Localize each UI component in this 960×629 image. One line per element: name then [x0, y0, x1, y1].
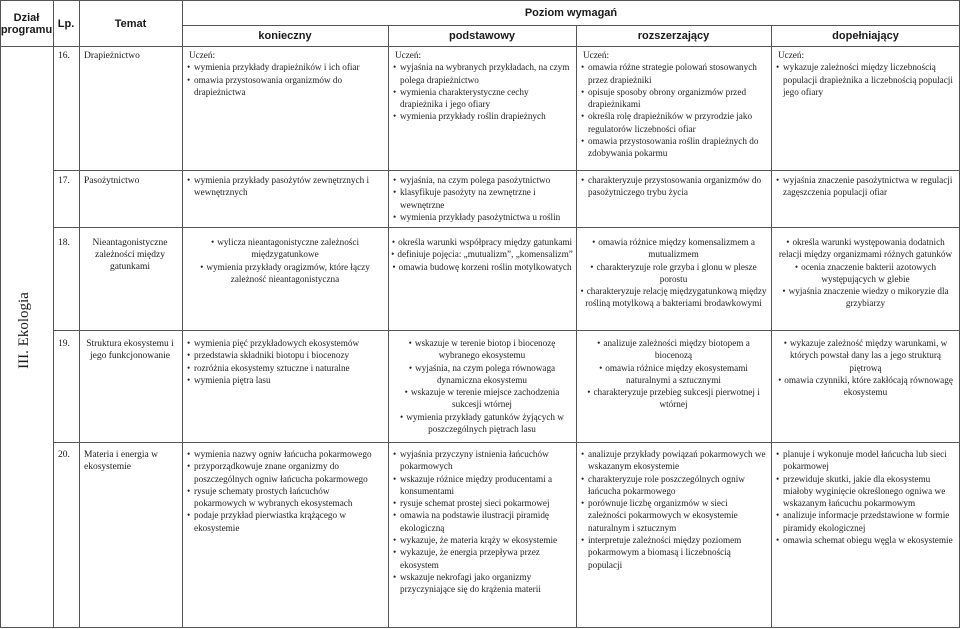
header-level-dopelniajacy: dopełniający: [832, 29, 899, 42]
list-item: • wymienia przykłady roślin drapieżnych: [393, 110, 571, 122]
grid-line: [0, 627, 960, 628]
grid-line: [0, 46, 960, 47]
list-item: • określa warunki występowania dodatnich relacji między organizmami różnych gatunków: [774, 236, 957, 261]
list-item: • charakteryzuje role poszczególnych ogniw łańcucha pokarmowego: [581, 473, 766, 498]
grid-line: [79, 0, 80, 628]
row-topic: Drapieżnictwo: [84, 51, 140, 61]
list-item: • określa rolę drapieżników w przyrodzie jako regulatorów liczebności ofiar: [581, 110, 766, 135]
list-item: • wymienia nazwy ogniw łańcucha pokarmowego: [187, 448, 383, 460]
requirement-cell-rozszerzajacy: [581, 448, 766, 571]
list-item: • porównuje liczbę organizmów w sieci zależności pokarmowych w ekosystemie naturalnym i sztucznym: [581, 497, 766, 534]
list-item: • omawia przystosowania roślin drapieżnych do zdobywania pokarmu: [581, 135, 766, 160]
list-item: • wymienia przykłady gatunków żyjących w poszczególnych piętrach lasu: [391, 411, 573, 436]
header-lp: Lp.: [57, 17, 75, 30]
row-topic: Pasożytnictwo: [84, 176, 140, 186]
requirement-cell-konieczny: [187, 174, 383, 199]
list-item: • wylicza nieantagonistyczne zależności międzygatunkowe: [186, 236, 384, 261]
grid-line: [388, 25, 389, 628]
requirement-cell-konieczny: [187, 49, 383, 98]
row-number: 19.: [58, 339, 70, 349]
requirement-cell-podstawowy: [391, 337, 573, 435]
grid-line: [53, 170, 960, 171]
grid-line: [53, 442, 960, 443]
list-item: • wykazuje zależności między liczebnością populacji drapieżnika a liczebnością populacji jego ofiary: [776, 61, 955, 98]
department-label: [12, 230, 36, 430]
row-number: 20.: [58, 450, 70, 460]
grid-line: [53, 0, 54, 628]
row-topic: Materia i energia w ekosystemie: [84, 450, 158, 472]
list-item: • rysuje schematy prostych łańcuchów pokarmowych w wybranych ekosystemach: [187, 485, 383, 510]
list-item: • charakteryzuje role grzyba i glonu w plesze porostu: [579, 261, 768, 286]
requirement-cell-podstawowy: [393, 448, 571, 596]
row-number: 16.: [58, 51, 70, 61]
header-level-podstawowy: podstawowy: [448, 29, 515, 42]
requirement-cell-konieczny: [187, 337, 383, 386]
requirement-cell-dopelniajacy: [776, 49, 955, 98]
grid-line: [53, 227, 960, 228]
grid-line: [53, 330, 960, 331]
list-item: • charakteryzuje relację międzygatunkową między rośliną motylkową a bakteriami brodawkowymi: [579, 285, 768, 310]
cell-intro: Uczeń:: [395, 50, 422, 60]
requirement-cell-konieczny: [187, 448, 383, 534]
list-item: • określa warunki współpracy między gatunkami: [391, 236, 573, 248]
list-item: • wymienia przykłady pasożytów zewnętrznych i wewnętrznych: [187, 174, 383, 199]
list-item: • wykazuje zależność między warunkami, w których powstał dany las a jego strukturą piętrową: [774, 337, 957, 374]
row-topic: Nieantagonistyczne zależności między gatunkami: [92, 238, 168, 272]
list-item: • wykazuje, że materia krąży w ekosystemie: [393, 534, 571, 546]
requirement-cell-rozszerzajacy: [581, 49, 766, 160]
list-item: • omawia budowę korzeni roślin motylkowatych: [391, 261, 573, 273]
list-item: • wymienia przykłady drapieżników i ich ofiar: [187, 61, 383, 73]
list-item: • definiuje pojęcia: „mutualizm”, „komensalizm”: [391, 248, 573, 260]
list-item: • wykazuje, że energia przepływa przez ekosystem: [393, 546, 571, 571]
list-item: • ocenia znaczenie bakterii azotowych występujących w glebie: [774, 261, 957, 286]
list-item: • wyjaśnia przyczyny istnienia łańcuchów pokarmowych: [393, 448, 571, 473]
header-temat: Temat: [114, 17, 147, 30]
list-item: • wymienia pięć przykładowych ekosystemów: [187, 337, 383, 349]
list-item: • przewiduje skutki, jakie dla ekosystemu miałoby wyginięcie określonego ogniwa we wskazanym łańcuchu pokarmowym: [776, 473, 955, 510]
list-item: • analizuje zależności między biotopem a biocenozą: [579, 337, 768, 362]
list-item: • opisuje sposoby obrony organizmów przed drapieżnikami: [581, 86, 766, 111]
row-number: 17.: [58, 176, 70, 186]
requirement-cell-dopelniajacy: [776, 448, 955, 546]
row-number: 18.: [58, 238, 70, 248]
list-item: • wskazuje w terenie biotop i biocenozę wybranego ekosystemu: [391, 337, 573, 362]
list-item: • analizuje przykłady powiązań pokarmowych we wskazanym ekosystemie: [581, 448, 766, 473]
list-item: • podaje przykład pierwiastka krążącego w ekosystemie: [187, 509, 383, 534]
list-item: • omawia różne strategie polowań stosowanych przez drapieżniki: [581, 61, 766, 86]
grid-line: [771, 25, 772, 628]
list-item: • wymienia przykłady pasożytnictwa u roślin: [393, 211, 571, 223]
list-item: • wyjaśnia znaczenie pasożytnictwa w regulacji zagęszczenia populacji ofiar: [776, 174, 955, 199]
header-poziom-wymagan: Poziom wymagań: [524, 7, 618, 19]
list-item: • wskazuje nekrofagi jako organizmy przyczyniające się do krążenia materii: [393, 571, 571, 596]
list-item: • analizuje informacje przedstawione w formie piramidy ekologicznej: [776, 509, 955, 534]
list-item: • rozróżnia ekosystemy sztuczne i naturalne: [187, 362, 383, 374]
list-item: • wyjaśnia, na czym polega pasożytnictwo: [393, 174, 571, 186]
header-dzial: Dział programu: [0, 11, 53, 36]
cell-intro: Uczeń:: [189, 50, 216, 60]
requirement-cell-rozszerzajacy: [579, 236, 768, 310]
list-item: • rysuje schemat prostej sieci pokarmowej: [393, 497, 571, 509]
requirement-cell-podstawowy: [393, 49, 571, 123]
requirement-cell-rozszerzajacy: [581, 174, 766, 199]
row-topic: Struktura ekosystemu i jego funkcjonowanie: [86, 339, 174, 361]
list-item: • charakteryzuje przystosowania organizmów do pasożytniczego trybu życia: [581, 174, 766, 199]
list-item: • omawia schemat obiegu węgla w ekosystemie: [776, 534, 955, 546]
requirement-cell-podstawowy: [393, 174, 571, 223]
cell-intro: Uczeń:: [583, 50, 610, 60]
list-item: • charakteryzuje przebieg sukcesji pierwotnej i wtórnej: [579, 386, 768, 411]
list-item: • wyjaśnia, na czym polega równowaga dynamiczna ekosystemu: [391, 362, 573, 387]
requirement-cell-dopelniajacy: [774, 236, 957, 310]
list-item: • omawia różnice między komensalizmem a mutualizmem: [579, 236, 768, 261]
list-item: • wskazuje w terenie miejsce zachodzenia sukcesji wtórnej: [391, 386, 573, 411]
list-item: • omawia różnice między ekosystemami naturalnymi a sztucznymi: [579, 362, 768, 387]
grid-line: [182, 0, 183, 628]
requirement-cell-dopelniajacy: [776, 174, 955, 199]
grid-line: [576, 25, 577, 628]
list-item: • planuje i wykonuje model łańcucha lub sieci pokarmowej: [776, 448, 955, 473]
list-item: • klasyfikuje pasożyty na zewnętrzne i wewnętrzne: [393, 186, 571, 211]
list-item: • wyjaśnia znaczenie wiedzy o mikoryzie dla grzybiarzy: [774, 285, 957, 310]
requirement-cell-podstawowy: [391, 236, 573, 273]
list-item: • wskazuje różnice między producentami a konsumentami: [393, 473, 571, 498]
grid-line: [182, 25, 960, 26]
list-item: • wyjaśnia na wybranych przykładach, na czym polega drapieżnictwo: [393, 61, 571, 86]
list-item: • przyporządkowuje znane organizmy do poszczególnych ogniw łańcucha pokarmowego: [187, 460, 383, 485]
list-item: • wymienia charakterystyczne cechy drapieżnika i jego ofiary: [393, 86, 571, 111]
list-item: • przedstawia składniki biotopu i biocenozy: [187, 349, 383, 361]
list-item: • interpretuje zależności między poziomem pokarmowym a biomasą i liczebnością populacji: [581, 534, 766, 571]
header-level-rozszerzajacy: rozszerzający: [637, 29, 710, 42]
department-text: III. Ekologia: [15, 291, 32, 369]
list-item: • wymienia przykłady oragizmów, które łączy zależność nieantagonistyczna: [186, 261, 384, 286]
requirement-cell-dopelniajacy: [774, 337, 957, 398]
list-item: • wymienia piętra lasu: [187, 374, 383, 386]
grid-line: [0, 0, 1, 628]
list-item: • omawia na podstawie ilustracji piramidę ekologiczną: [393, 509, 571, 534]
cell-intro: Uczeń:: [778, 50, 805, 60]
grid-line: [0, 0, 960, 1]
requirement-cell-konieczny: [186, 236, 384, 285]
list-item: • omawia czynniki, które zakłócają równowagę ekosystemu: [774, 374, 957, 399]
list-item: • omawia przystosowania organizmów do drapieżnictwa: [187, 74, 383, 99]
header-level-konieczny: konieczny: [258, 29, 312, 42]
requirement-cell-rozszerzajacy: [579, 337, 768, 411]
